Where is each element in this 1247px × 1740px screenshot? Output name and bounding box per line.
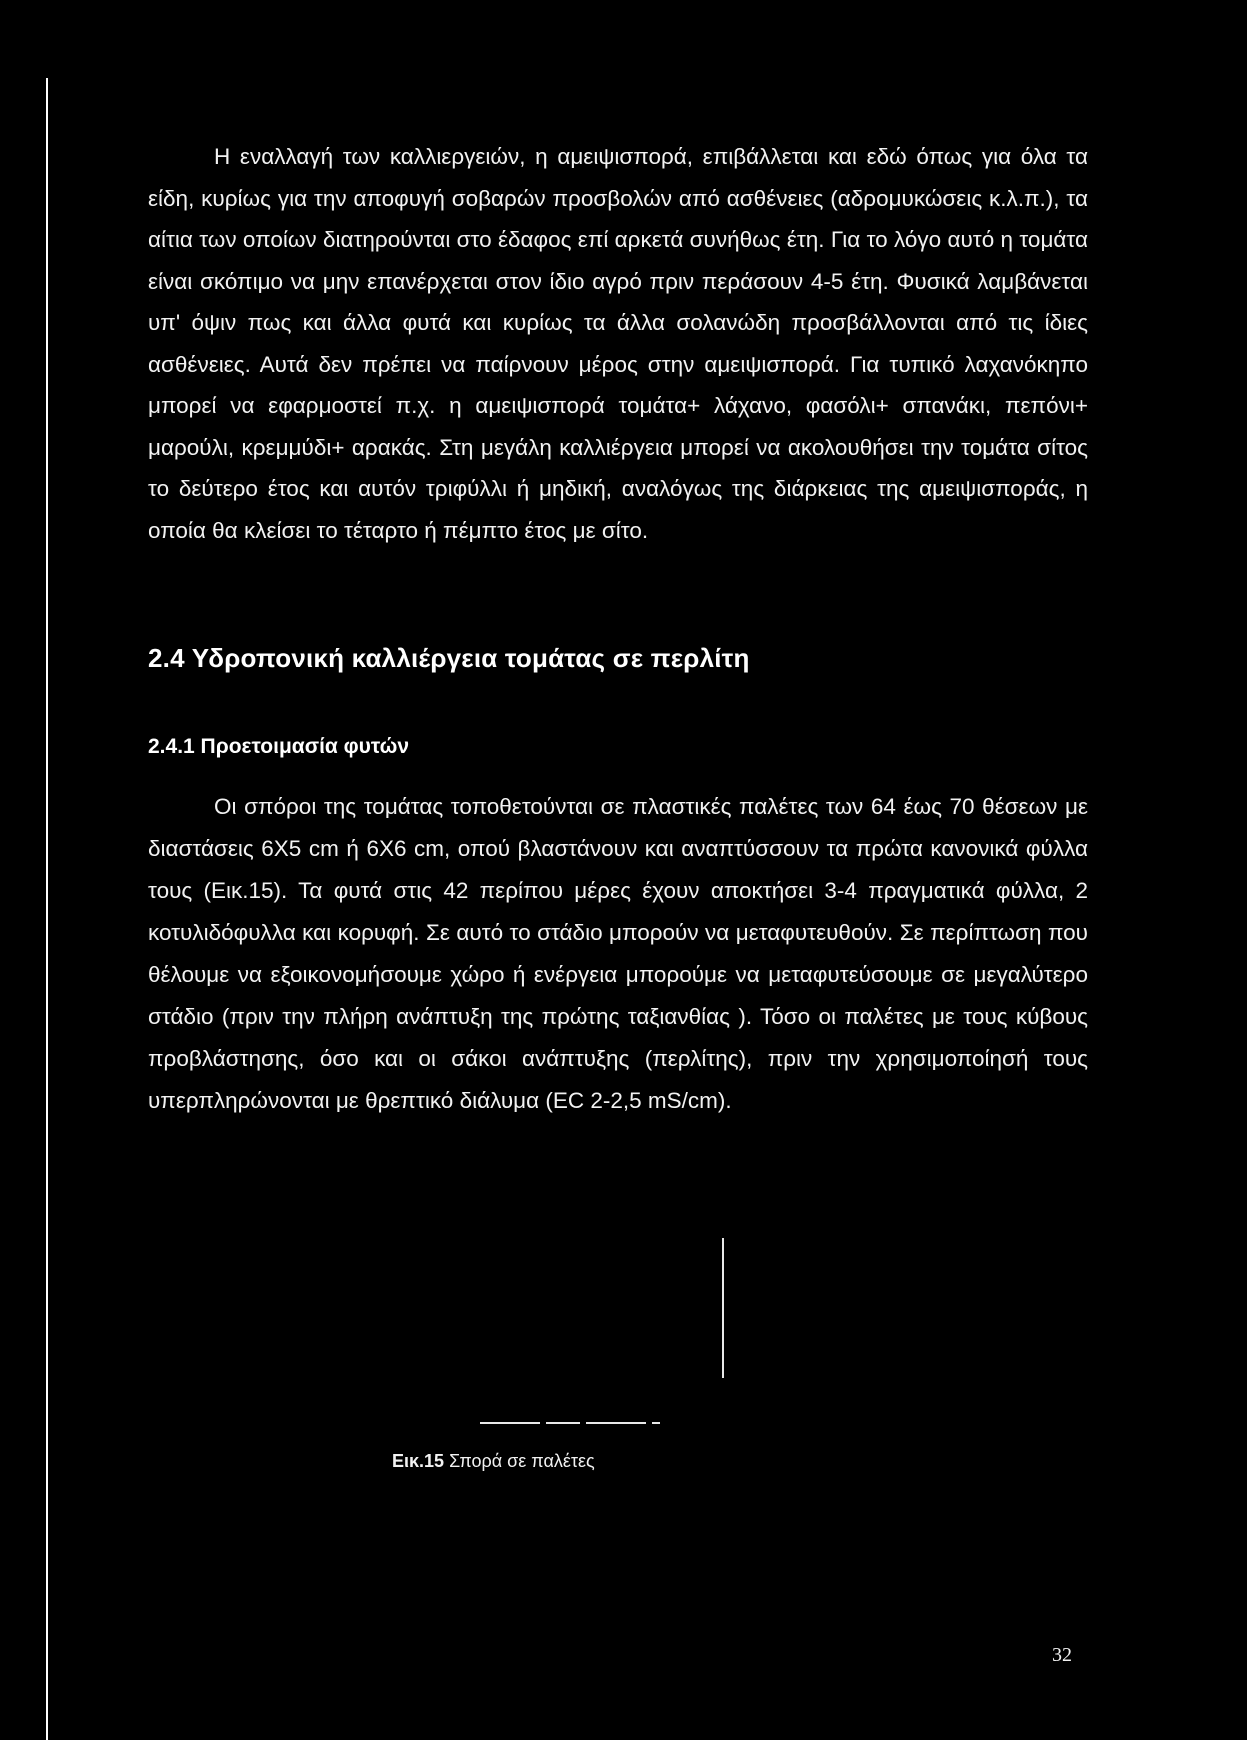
paragraph-plant-preparation: Οι σπόροι της τομάτας τοποθετούνται σε πλαστικές παλέτες των 64 έως 70 θέσεων με διαστάσεις 6Χ5 cm ή 6Χ6 cm, οπού βλαστάνουν και αναπτύσσουν τα πρώτα κανονικά φύλλα τους (Εικ.15). Τα φυτά στις 42 περίπου μέρες έχουν αποκτήσει 3-4 πραγματικά φύλλα, 2 κοτυλιδόφυλλα και κορυφή. Σε αυτό το στάδιο μπορούν να μεταφυτευθούν. Σε περίπτωση που θέλουμε να εξοικονομήσουμε χώρο ή ενέργεια μπορούμε να μεταφυτεύσουμε σε μεγαλύτερο στάδιο (πριν την πλήρη ανάπτυξη της πρώτης ταξιανθίας ). Τόσο οι παλέτες με τους κύβους προβλάστησης, όσο και οι σάκοι ανάπτυξης (περλίτης), πριν την χρησιμοποίησή τους υπερπληρώνονται με θρεπτικό διάλυμα (EC 2-2,5 mS/cm). [148,794,1088,1113]
figure-horizontal-line [480,1422,660,1424]
figure-caption-text: Σπορά σε παλέτες [444,1451,595,1471]
scan-edge-line [46,78,48,1740]
page-number: 32 [1052,1644,1072,1666]
figure-caption-label: Εικ.15 [392,1451,445,1471]
subsection-heading-2-4-1: 2.4.1 Προετοιμασία φυτών [148,735,410,758]
figure-image-area [600,1238,700,1378]
paragraph-crop-rotation: Η εναλλαγή των καλλιεργειών, η αμειψισπορά, επιβάλλεται και εδώ όπως για όλα τα είδη, κυρίως για την αποφυγή σοβαρών προσβολών από ασθένειες (αδρομυκώσεις κ.λ.π.), τα αίτια των οποίων διατηρούνται στο έδαφος επί αρκετά συνήθως έτη. Για το λόγο αυτό η τομάτα είναι σκόπιμο να μην επανέρχεται στον ίδιο αγρό πριν περάσουν 4-5 έτη. Φυσικά λαμβάνεται υπ' όψιν πως και άλλα φυτά και κυρίως τα άλλα σολανώδη προσβάλλονται από τις ίδιες ασθένειες. Αυτά δεν πρέπει να παίρνουν μέρος στην αμειψισπορά. Για τυπικό λαχανόκηπο μπορεί να εφαρμοστεί π.χ. η αμειψισπορά τομάτα+ λάχανο, φασόλι+ σπανάκι, πεπόνι+ μαρούλι, κρεμμύδι+ αρακάς. Στη μεγάλη καλλιέργεια μπορεί να ακολουθήσει την τομάτα σίτος το δεύτερο έτος και αυτόν τριφύλλι ή μηδική, αναλόγως της διάρκειας της αμειψισποράς, η οποία θα κλείσει το τέταρτο ή πέμπτο έτος με σίτο. [148,144,1088,543]
figure-vertical-line [722,1238,724,1378]
figure-caption [392,1451,595,1472]
section-heading-2-4: 2.4 Υδροπονική καλλιέργεια τομάτας σε περλίτη [148,643,750,673]
